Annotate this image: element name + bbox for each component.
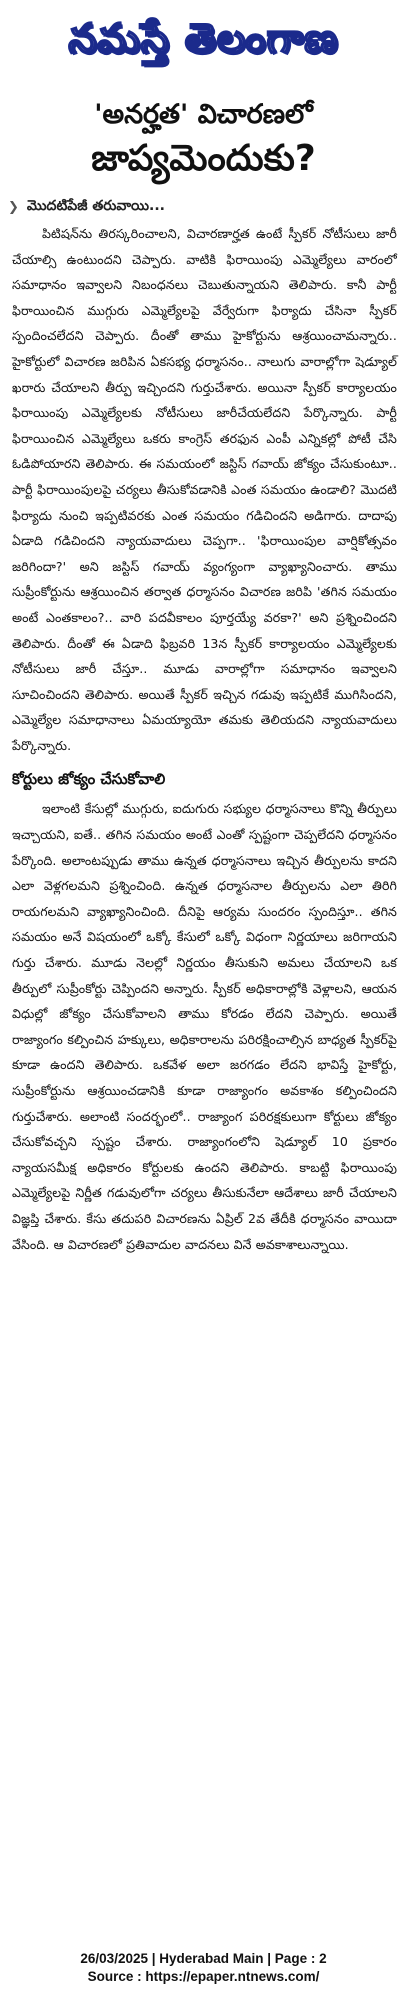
clipping-footer [0,1950,407,1986]
footer-date-edition: 26/03/2025 | Hyderabad Main | Page : 2 [80,1951,327,1966]
headline-line-2: జాప్యమెందుకు? [91,138,316,179]
continuation-label: మొదటిపేజీ తరువాయి... [26,198,165,214]
continuation-note [8,198,399,217]
chevron-right-icon: ❯ [8,200,19,215]
article-headline [0,86,407,184]
section-subheading: కోర్టులు జోక్యం చేసుకోవాలి [12,770,166,789]
headline-line-1: 'అనర్హత' విచారణలో [94,99,313,130]
footer-source: Source : https://epaper.ntnews.com/ [87,1969,320,1984]
body-paragraph: పిటిషన్‌ను తిరస్కరించాలని, విచారణార్హత ఉంటే స్పీకర్ నోటీసులు జారీ చేయాల్సి ఉంటుందని చెప్పారు. వాటికి ఫిరాయింపు ఎమ్మెల్యేలు వారంలో సమాధానం ఇవ్వాలని నిబంధనలు చెబుతున్నాయని తెలిపారు. కానీ పార్టీ ఫిరాయించిన ముగ్గురు ఎమ్మెల్యేలపై వేర్వేరుగా ఫిర్యాదు చేసినా స్పీకర్ స్పందించలేదని చెప్పారు. దీంతో తాము హైకోర్టును ఆశ్రయించామన్నారు.. హైకోర్టులో విచారణ జరిపిన ఏకసభ్య ధర్మాసనం.. నాలుగు వారాల్లోగా షెడ్యూల్ ఖరారు చేయాలని తీర్పు ఇచ్చిందని గుర్తుచేశారు. అయినా స్పీకర్ కార్యాలయం ఫిరాయింపు ఎమ్మెల్యేలకు నోటీసులు జారీచేయలేదని పేర్కొన్నారు. పార్టీ ఫిరాయించిన ఎమ్మెల్యేలు ఒకరు కాంగ్రెస్ తరఫున ఎంపీ ఎన్నికల్లో పోటీ చేసి ఓడిపోయారని తెలిపారు. ఈ సమయంలో జస్టిస్ గవాయ్ జోక్యం చేసుకుంటూ.. పార్టీ ఫిరాయింపులపై చర్యలు తీసుకోవడానికి ఎంత సమయం ఉండాలి? మొదటి ఫిర్యాదు నుంచి ఇప్పటివరకు ఎంత సమయం గడిచిందని అడిగారు. దాదాపు ఏడాది గడిచిందని న్యాయవాదులు చెప్పగా.. 'ఫిరాయింపుల వార్షికోత్సవం జరిగిందా?' అని జస్టిస్ గవాయ్ వ్యంగ్యంగా వ్యాఖ్యానించారు. తాము సుప్రీంకోర్టును ఆశ్రయించిన తర్వాత ధర్మాసనం విచారణ జరిపి 'తగిన సమయం అంటే ఎంతకాలం?.. వారి పదవీకాలం పూర్తయ్యే వరకా?' అని ప్రశ్నించిందని తెలిపారు. దీంతో ఈ ఏడాది ఫిబ్రవరి 13న స్పీకర్ కార్యాలయం ఎమ్మెల్యేలకు నోటీసులు జారీ చేస్తూ.. మూడు వారాల్లోగా సమాధానం ఇవ్వాలని సూచించిందని తెలిపారు. అయితే స్పీకర్ ఇచ్చిన గడువు ఇప్పటికే ముగిసిందని, ఎమ్మెల్యేల సమాధానాలు ఏమయ్యాయో తమకు తెలియదని న్యాయవాదులు పేర్కొన్నారు. [12,226,397,753]
body-paragraph: ఇలాంటి కేసుల్లో ముగ్గురు, ఐదుగురు సభ్యుల ధర్మాసనాలు కొన్ని తీర్పులు ఇచ్చాయని, ఐతే.. తగిన సమయం అంటే ఎంతో స్పష్టంగా చెప్పలేదని ధర్మాసనం పేర్కొంది. అలాంటప్పుడు తాము ఉన్నత ధర్మాసనాలు ఇచ్చిన తీర్పులను కాదని ఎలా వెళ్లగలమని ప్రశ్నించింది. ఉన్నత ధర్మాసనాల తీర్పులను ఎలా తిరిగి రాయగలమని వ్యాఖ్యానించింది. దీనిపై ఆర్యమ సుందరం స్పందిస్తూ.. తగిన సమయం అనే విషయంలో ఒక్కో కేసులో ఒక్కో విధంగా నిర్ణయాలు జరిగాయని గుర్తు చేశారు. మూడు నెలల్లో నిర్ణయం తీసుకుని అమలు చేయాలని ఒక తీర్పులో సుప్రీంకోర్టు చెప్పిందని అన్నారు. స్పీకర్ అధికారాల్లోకి వెళ్లాలని, ఆయన విధుల్లో జోక్యం చేసుకోవాలని తాము కోరడం లేదని చెప్పారు. అయితే రాజ్యాంగం కల్పించిన హక్కులు, అధికారాలను పరిరక్షించాల్సిన బాధ్యత స్పీకర్‌పై కూడా ఉందని తెలిపారు. ఒకవేళ అలా జరగడం లేదని భావిస్తే హైకోర్టు, సుప్రీంకోర్టును ఆశ్రయించడానికి కూడా రాజ్యాంగం అవకాశం కల్పించిందని గుర్తుచేశారు. అలాంటి సందర్భంలో.. రాజ్యాంగ పరిరక్షకులుగా కోర్టులు జోక్యం చేసుకోవచ్చని స్పష్టం చేశారు. రాజ్యాంగంలోని షెడ్యూల్ 10 ప్రకారం న్యాయసమీక్ష అధికారం కోర్టులకు ఉందని తెలిపారు. కాబట్టి ఫిరాయింపు ఎమ్మెల్యేలపై నిర్ణీత గడువులోగా చర్యలు తీసుకునేలా ఆదేశాలు జారీ చేయాలని విజ్ఞప్తి చేశారు. కేసు తదుపరి విచారణను ఏప్రిల్ 2వ తేదీకి ధర్మాసనం వాయిదా వేసింది. ఆ విచారణలో ప్రతివాదుల వాదనలు వినే అవకాశాలున్నాయి. [12,801,397,1252]
newspaper-masthead: నమస్తే తెలంగాణ [68,14,339,62]
article-body [0,221,407,1257]
